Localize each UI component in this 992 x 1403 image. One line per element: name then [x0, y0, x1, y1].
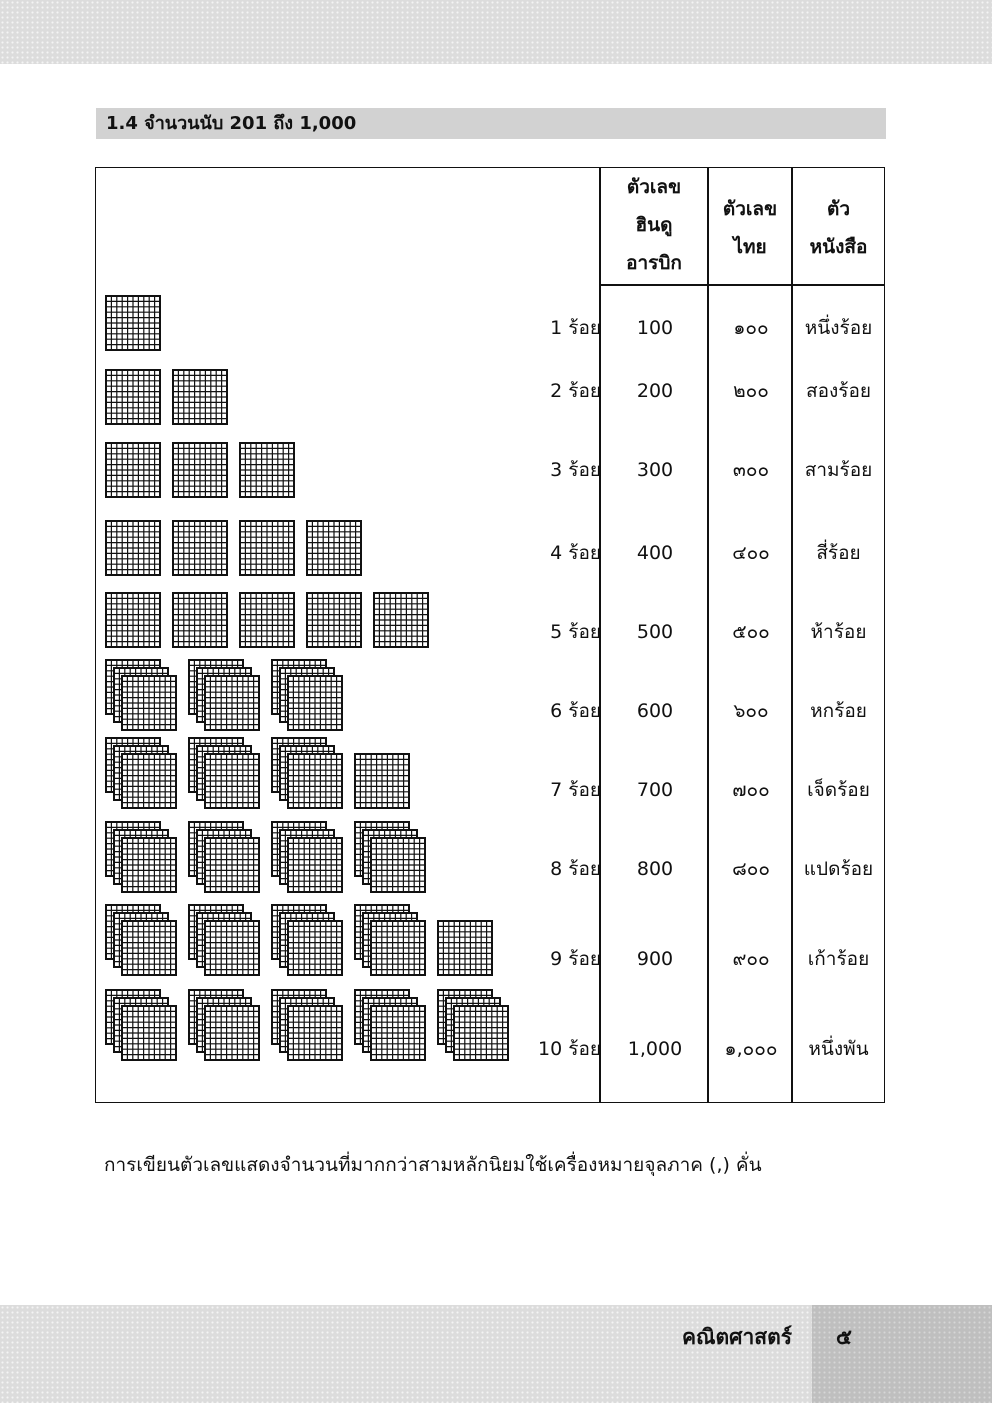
footer-band	[0, 1305, 812, 1403]
row-label: 6 ร้อย	[550, 700, 601, 722]
arabic-numeral: 500	[636, 621, 674, 643]
hundred-block	[122, 676, 176, 730]
hundred-block	[106, 296, 160, 350]
hundred-block	[173, 593, 227, 647]
hundred-block	[205, 754, 259, 808]
arabic-numeral: 300	[636, 459, 674, 481]
header-word: ตัว หนังสือ	[809, 198, 868, 258]
number-word: หนึ่งพัน	[808, 1038, 869, 1060]
number-word: แปดร้อย	[803, 858, 874, 880]
row-label: 3 ร้อย	[550, 459, 601, 481]
thai-numeral: ๓๐๐	[732, 459, 770, 481]
hundred-block	[106, 443, 160, 497]
hundred-block	[205, 1006, 259, 1060]
arabic-numeral: 400	[636, 542, 674, 564]
thai-numeral: ๗๐๐	[732, 779, 770, 801]
hundred-block	[106, 593, 160, 647]
number-word: หกร้อย	[810, 700, 867, 722]
row-label: 5 ร้อย	[550, 621, 601, 643]
hundred-block	[355, 754, 409, 808]
hundred-block	[205, 921, 259, 975]
thai-numeral: ๙๐๐	[732, 948, 770, 970]
row-label: 9 ร้อย	[550, 948, 601, 970]
hundred-block	[173, 370, 227, 424]
hundred-block	[205, 838, 259, 892]
hundred-block	[122, 921, 176, 975]
hundred-blocks-illustration	[96, 168, 596, 1102]
hundred-block	[122, 754, 176, 808]
row-label: 10 ร้อย	[538, 1038, 601, 1060]
number-word: ห้าร้อย	[810, 621, 867, 643]
hundred-block	[288, 1006, 342, 1060]
footnote: การเขียนตัวเลขแสดงจำนวนที่มากกว่าสามหลักนิยมใช้เครื่องหมายจุลภาค (,) คั่น	[104, 1154, 762, 1176]
hundred-block	[371, 838, 425, 892]
page-number: ๕	[836, 1325, 852, 1349]
thai-numeral: ๕๐๐	[732, 621, 770, 643]
hundred-block	[106, 521, 160, 575]
page-number-box	[812, 1305, 992, 1403]
number-word: สามร้อย	[804, 459, 873, 481]
number-word: เก้าร้อย	[807, 948, 870, 970]
header-divider	[601, 284, 884, 286]
header-arabic: ตัวเลข ฮินดู อารบิก	[626, 176, 682, 274]
hundred-block	[371, 1006, 425, 1060]
section-heading: 1.4 จำนวนนับ 201 ถึง 1,000	[96, 108, 886, 139]
arabic-numeral: 800	[636, 858, 674, 880]
arabic-numeral: 900	[636, 948, 674, 970]
thai-numeral: ๔๐๐	[732, 542, 770, 564]
hundred-block	[288, 838, 342, 892]
top-decorative-band	[0, 0, 992, 64]
number-word: สี่ร้อย	[816, 542, 861, 564]
row-label: 8 ร้อย	[550, 858, 601, 880]
hundred-block	[240, 593, 294, 647]
hundred-block	[173, 521, 227, 575]
row-label: 7 ร้อย	[550, 779, 601, 801]
hundred-block	[122, 1006, 176, 1060]
arabic-numeral: 1,000	[627, 1038, 683, 1060]
thai-numeral: ๑๐๐	[733, 317, 769, 339]
arabic-numeral: 100	[636, 317, 674, 339]
hundred-block	[106, 370, 160, 424]
hundred-block	[307, 593, 361, 647]
hundred-block	[205, 676, 259, 730]
number-word: เจ็ดร้อย	[807, 779, 870, 801]
header-thai: ตัวเลข ไทย	[722, 198, 778, 258]
arabic-numeral: 600	[636, 700, 674, 722]
row-label: 2 ร้อย	[550, 380, 601, 402]
hundred-block	[371, 921, 425, 975]
hundred-block	[122, 838, 176, 892]
hundred-block	[307, 521, 361, 575]
footer-subject: คณิตศาสตร์	[681, 1325, 792, 1349]
hundreds-table	[95, 167, 885, 1103]
hundred-block	[374, 593, 428, 647]
hundred-block	[240, 521, 294, 575]
hundred-block	[288, 921, 342, 975]
arabic-numeral: 200	[636, 380, 674, 402]
thai-numeral: ๒๐๐	[733, 380, 769, 402]
hundred-block	[173, 443, 227, 497]
thai-numeral: ๑,๐๐๐	[724, 1038, 778, 1060]
number-word: สองร้อย	[805, 380, 872, 402]
row-label: 4 ร้อย	[550, 542, 601, 564]
arabic-numeral: 700	[636, 779, 674, 801]
hundred-block	[438, 921, 492, 975]
hundred-block	[454, 1006, 508, 1060]
hundred-block	[240, 443, 294, 497]
hundred-block	[288, 676, 342, 730]
hundred-block	[288, 754, 342, 808]
thai-numeral: ๖๐๐	[733, 700, 769, 722]
number-word: หนึ่งร้อย	[804, 317, 873, 339]
thai-numeral: ๘๐๐	[732, 858, 770, 880]
row-label: 1 ร้อย	[550, 317, 601, 339]
